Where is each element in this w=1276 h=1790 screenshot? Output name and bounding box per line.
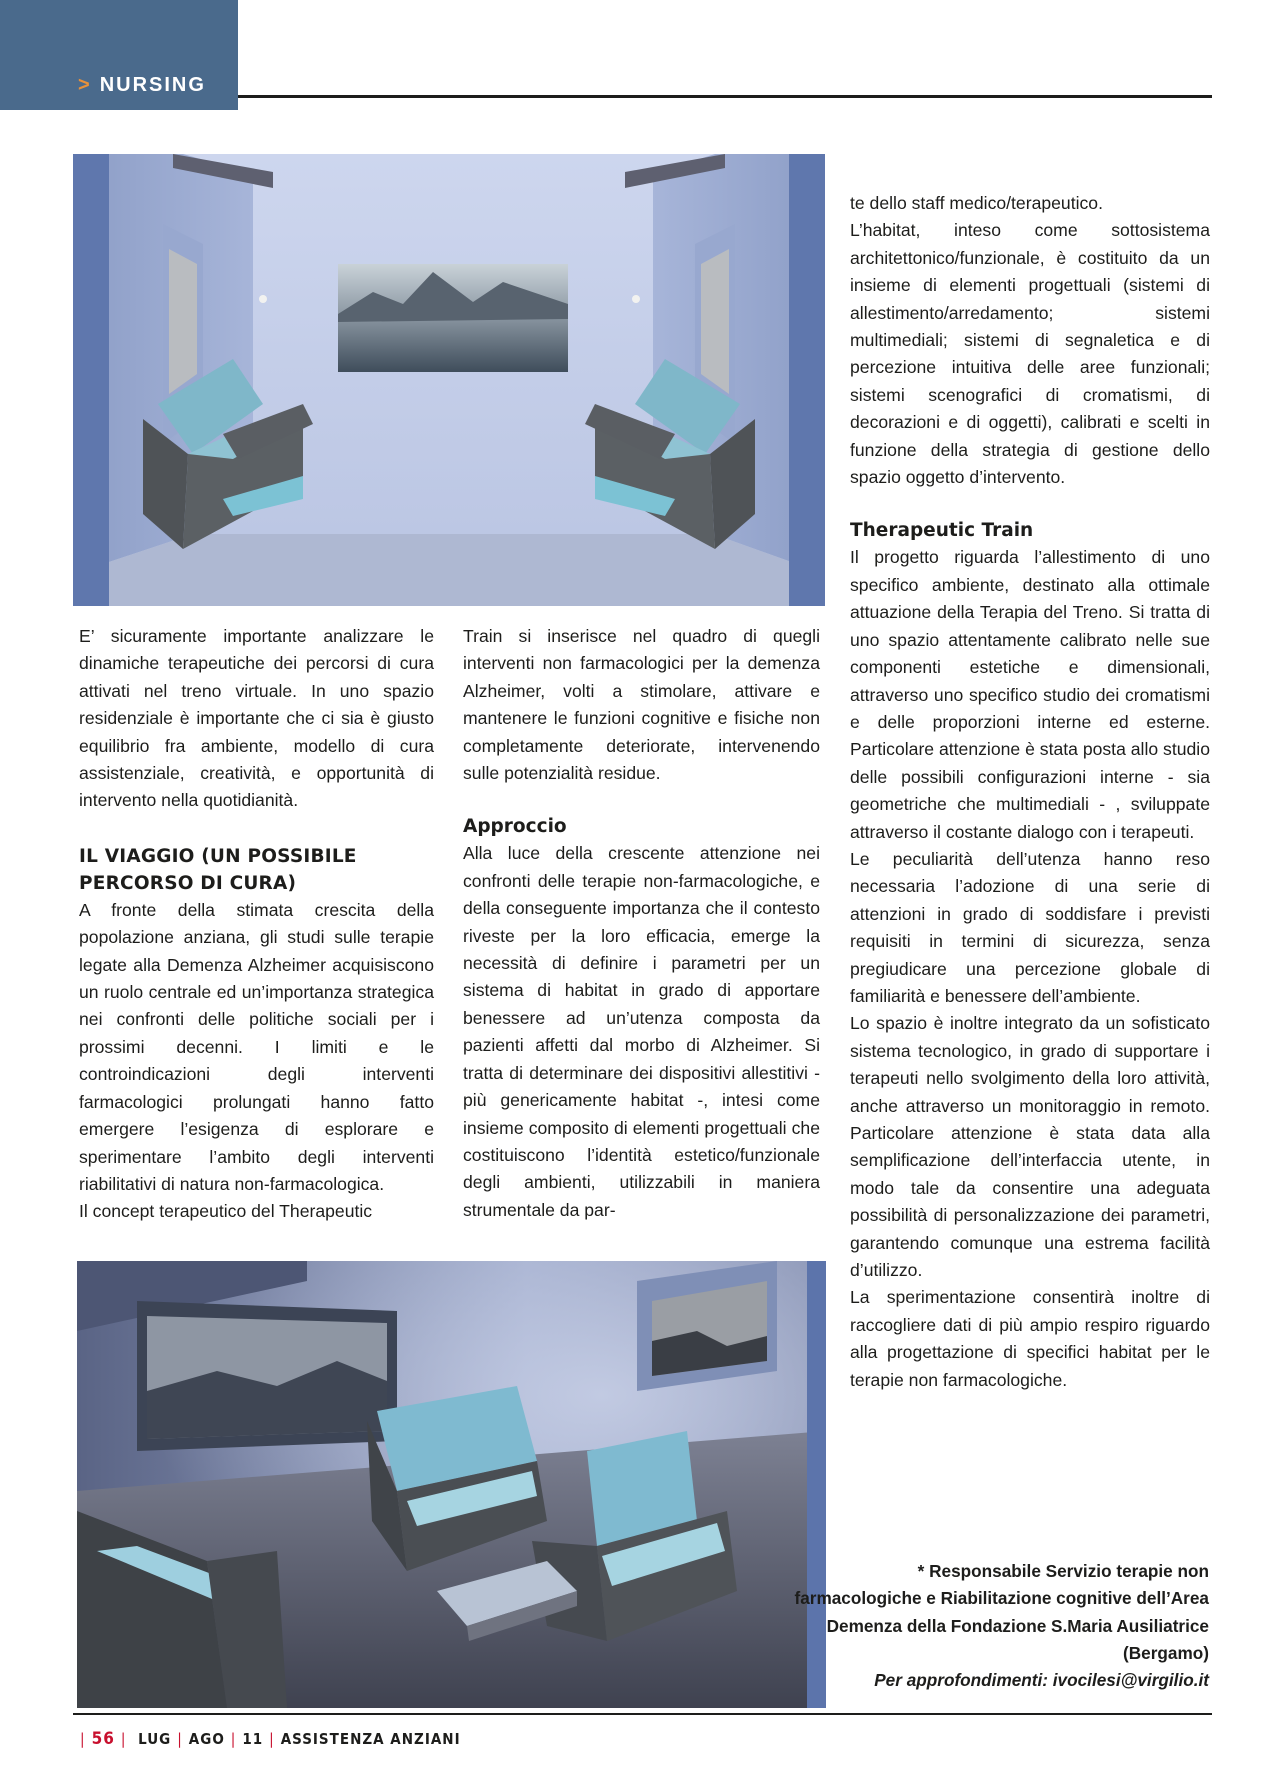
paragraph: Il concept terapeutico del Therapeutic [79, 1201, 373, 1222]
issue-year: 11 [242, 1730, 264, 1748]
footer-rule [73, 1713, 1212, 1715]
author-credit: * Responsabile Servizio terapie non farmacologiche e Riabilitazione cognitive dell’Area Demenza della Fondazione S.Maria Ausiliatrice (Bergamo) [794, 1561, 1209, 1663]
paragraph: Train si inserisce nel quadro di quegli interventi non farmacologici per la demenza Alzheimer, volti a stimolare, attivare e mantenere le funzioni cognitive e fisiche non completamente deteriorate, intervenendo sulle potenzialità residue. [463, 626, 820, 784]
article-column-1 [79, 623, 434, 1226]
page-number: 56 [91, 1729, 115, 1749]
issue-month: AGO [188, 1730, 225, 1748]
paragraph: L’habitat, inteso come sottosistema architettonico/funzionale, è costituito da un insieme di elementi progettuali (sistemi di allestimento/arredamento; sistemi multimediali; sistemi di segnaletica e di percezione intuitiva delle aree funzionali; sistemi scenografici di cromatismi, di decorazioni e di oggetti), calibrati e scelti in funzione della strategia di gestione dello spazio oggetto d’intervento. [850, 220, 1210, 488]
section-label [78, 74, 206, 97]
issue-month: LUG [138, 1730, 172, 1748]
paragraph: A fronte della stimata crescita della popolazione anziana, gli studi sulle terapie legate alla Demenza Alzheimer acquisiscono un ruolo centrale ed un’importanza strategica nei confronti delle politiche sociali per i prossimi decenni. I limiti e le controindicazioni degli interventi farmacologici prolungati hanno fatto emergere l’esigenza di esplorare e sperimentare l’ambito degli interventi riabilitativi di natura non-farmacologica. [79, 899, 434, 1194]
page-footer: | 56 | LUG | AGO | 11 | ASSISTENZA ANZIANI [80, 1729, 461, 1749]
article-column-3 [850, 190, 1210, 1394]
section-heading: IL VIAGGIO (UN POSSIBILE PERCORSO DI CURA) [79, 845, 357, 894]
paragraph: Alla luce della crescente attenzione nei confronti delle terapie non-farmacologiche, e della conseguente importanza che il contesto riveste per la loro efficacia, emerge la necessità di definire i parametri per un sistema di habitat in grado di apportare benessere ad un’utenza composta da pazienti affetti dal morbo di Alzheimer. Si tratta di determinare dei dispositivi allestitivi - più genericamente habitat -, intesi come insieme composito di elementi progettuali che costituiscono l’identità estetico/funzionale degli ambienti, utilizzabili in maniera strumentale da par- [463, 843, 820, 1220]
paragraph: Le peculiarità dell’utenza hanno reso necessaria l’adozione di una serie di attenzioni in grado di soddisfare i previsti requisiti in termini di sicurezza, senza pregiudicare una percezione globale di familiarità e benessere dell’ambiente. [850, 848, 1210, 1006]
author-note [789, 1558, 1209, 1694]
contact-email[interactable]: Per approfondimenti: ivocilesi@virgilio.it [874, 1670, 1209, 1691]
section-heading: Therapeutic Train [850, 520, 1034, 542]
article-column-2 [463, 623, 820, 1224]
magazine-name: ASSISTENZA ANZIANI [280, 1730, 461, 1748]
paragraph: te dello staff medico/terapeutico. [850, 193, 1103, 213]
paragraph: Lo spazio è inoltre integrato da un sofisticato sistema tecnologico, in grado di supportare i terapeuti nello svolgimento della loro attività, anche attraverso un monitoraggio in remoto. Particolare attenzione è stata data alla semplificazione dell’interfaccia utente, in modo tale da consentire una adeguata possibilità di personalizzazione dei parametri, garantendo comunque una estrema facilità d’utilizzo. [850, 1013, 1210, 1281]
header-rule [238, 95, 1212, 98]
room-render-photo-bottom [77, 1261, 826, 1708]
section-heading: Approccio [463, 816, 567, 838]
paragraph: La sperimentazione consentirà inoltre di raccogliere dati di più ampio respiro riguardo alla progettazione di specifici habitat per le terapie non farmacologiche. [850, 1287, 1210, 1390]
section-name: NURSING [99, 74, 206, 96]
room-render-photo-top [73, 154, 825, 606]
paragraph: Il progetto riguarda l’allestimento di uno specifico ambiente, destinato alla ottimale attuazione della Terapia del Treno. Si tratta di uno spazio attentamente calibrato nelle sue componenti estetiche e dimensionali, attraverso uno specifico studio dei cromatismi e delle proporzioni interne ed esterne. Particolare attenzione è stata posta allo studio delle possibili configurazioni interne - sia geometriche che multimediali - , sviluppate attraverso il costante dialogo con i terapeuti. [850, 547, 1210, 842]
paragraph: E’ sicuramente importante analizzare le dinamiche terapeutiche dei percorsi di cura attivati nel treno virtuale. In uno spazio residenziale è importante che ci sia è giusto equilibrio fra ambiente, modello di cura assistenziale, creatività, e opportunità di intervento nella quotidianità. [79, 626, 434, 811]
section-tab [0, 0, 238, 110]
chevron-right-icon: > [78, 74, 92, 96]
